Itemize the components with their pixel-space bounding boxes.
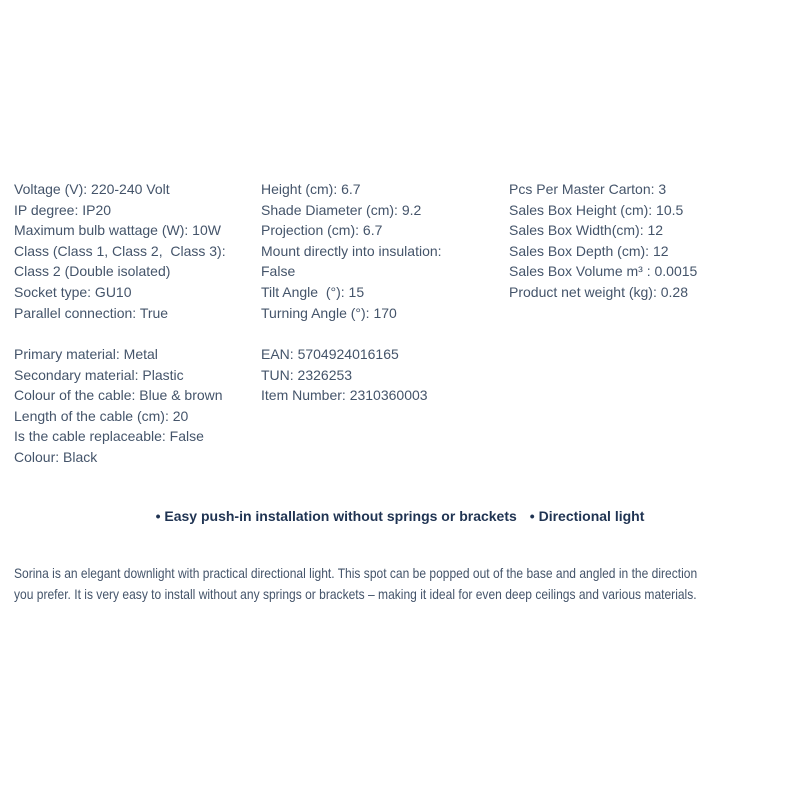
packaging-specs-column <box>509 179 697 303</box>
identifiers-specs-column <box>261 344 428 406</box>
spec-secondary-material: Secondary material: Plastic <box>14 366 184 383</box>
spec-tilt-angle: Tilt Angle (°): 15 <box>261 283 365 300</box>
spec-height: Height (cm): 6.7 <box>261 181 361 197</box>
electrical-specs-column <box>14 179 226 323</box>
spec-pcs-per-carton: Pcs Per Master Carton: 3 <box>509 181 667 197</box>
spec-sales-box-height: Sales Box Height (cm): 10.5 <box>509 201 684 218</box>
spec-parallel-connection: Parallel connection: True <box>14 304 169 321</box>
spec-cable-length: Length of the cable (cm): 20 <box>14 407 189 424</box>
spec-class-label: Class (Class 1, Class 2, Class 3): <box>14 242 226 259</box>
spec-projection: Projection (cm): 6.7 <box>261 222 383 239</box>
spec-item-number: Item Number: 2310360003 <box>261 387 428 404</box>
spec-net-weight: Product net weight (kg): 0.28 <box>509 283 688 300</box>
spec-primary-material: Primary material: Metal <box>14 346 158 362</box>
highlight-easy-installation: • Easy push-in installation without springs or brackets <box>155 508 517 524</box>
product-description <box>14 563 800 605</box>
spec-class-value: Class 2 (Double isolated) <box>14 263 171 280</box>
spec-voltage: Voltage (V): 220-240 Volt <box>14 181 170 197</box>
highlight-directional-light: • Directional light <box>529 508 645 524</box>
materials-specs-column <box>14 344 223 468</box>
spec-shade-diameter: Shade Diameter (cm): 9.2 <box>261 201 422 218</box>
description-line-2: you prefer. It is very easy to install without any springs or brackets – making it ideal for even deep ceilings and various materials. <box>14 586 697 602</box>
spec-turning-angle: Turning Angle (°): 170 <box>261 304 397 321</box>
product-highlights <box>0 506 800 527</box>
spec-tun: TUN: 2326253 <box>261 366 353 383</box>
spec-sales-box-width: Sales Box Width(cm): 12 <box>509 222 664 239</box>
spec-sales-box-depth: Sales Box Depth (cm): 12 <box>509 242 669 259</box>
spec-colour: Colour: Black <box>14 448 98 465</box>
spec-ip-degree: IP degree: IP20 <box>14 201 112 218</box>
spec-sales-box-volume: Sales Box Volume m³ : 0.0015 <box>509 263 698 280</box>
spec-cable-replaceable: Is the cable replaceable: False <box>14 428 204 445</box>
spec-ean: EAN: 5704924016165 <box>261 346 399 362</box>
spec-mount-insulation-label: Mount directly into insulation: <box>261 242 442 259</box>
spec-cable-colour: Colour of the cable: Blue & brown <box>14 387 223 404</box>
dimensions-specs-column <box>261 179 442 323</box>
spec-mount-insulation-value: False <box>261 263 296 280</box>
spec-socket-type: Socket type: GU10 <box>14 283 132 300</box>
description-line-1: Sorina is an elegant downlight with practical directional light. This spot can be popped out of the base and angled in the direction <box>14 565 698 581</box>
spec-max-wattage: Maximum bulb wattage (W): 10W <box>14 222 221 239</box>
